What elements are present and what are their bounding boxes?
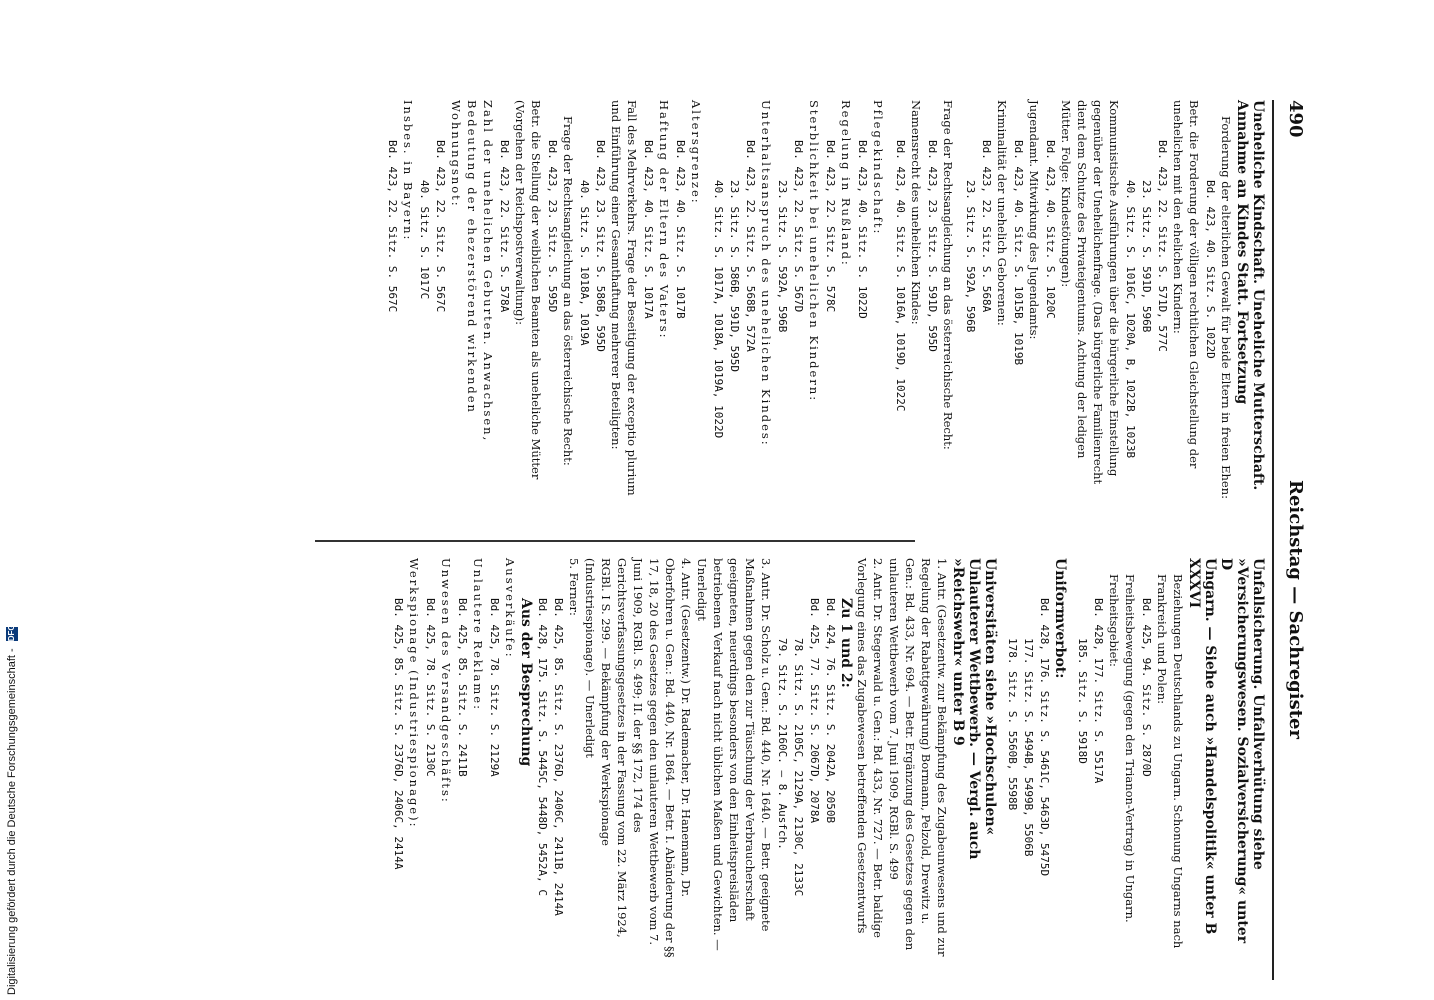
index-entry: 23. Sitz. S. 591D, 596B: [1140, 180, 1153, 333]
index-entry: Bd. 423, 40. Sitz. S. 1017A: [642, 140, 655, 319]
digitization-credit: [6, 624, 18, 995]
index-entry: Universitäten siehe »Hochschulen«: [982, 558, 998, 836]
index-entry: Bd. 423, 23. Sitz. S. 591D, 595D: [926, 140, 939, 352]
column-divider: [315, 540, 915, 542]
index-entry: Bd. 423, 22. Sitz. S. 567C: [386, 140, 399, 313]
index-entry: 40. Sitz. S. 1016C, 1020A, B, 1022B, 1023B: [1124, 180, 1137, 459]
index-entry: Bd. 423, 40. Sitz. S. 1015B, 1019B: [1012, 140, 1025, 366]
index-entry: Bd. 425, 85. Sitz. S. 2411B: [456, 598, 469, 777]
index-entry: Bd. 428, 175. Sitz. S. 5445C, 5448D, 5452A, C: [536, 598, 549, 897]
index-entry: Freiheitsbewegung (gegen den Trianon-Vertrag) in Ungarn. Freiheitsgebiet:: [1107, 574, 1137, 923]
index-entry: Aus der Besprechung: [518, 598, 534, 767]
index-entry: Regelung in Rußland:: [839, 100, 853, 267]
index-entry: Haftung der Eltern des Vaters:: [657, 100, 671, 340]
index-entry: Sterblichkeit bei unehelichen Kindern:: [807, 100, 821, 403]
index-entry: Betr. die Stellung der weiblichen Beamten als uneheliche Mütter (Vorgehen der Reichspostverwaltung):: [513, 100, 543, 480]
index-entry: Bd. 423, 22. Sitz. S. 578C: [824, 140, 837, 313]
index-entry: 23. Sitz. S. 586B, 591D, 595D: [728, 180, 741, 373]
index-entry: Unterhaltsanspruch des unehelichen Kindes:: [759, 100, 773, 447]
index-entry: Bd. 423, 40. Sitz. S. 1020C: [1044, 140, 1057, 319]
index-entry: Bd. 425, 78. Sitz. S. 2130C: [424, 598, 437, 777]
index-entry: 185. Sitz. S. 5918D: [1076, 638, 1089, 764]
index-entry: Bd. 423, 22. Sitz. S. 568A: [980, 140, 993, 313]
index-entry: Namensrecht des unehelichen Kindes:: [909, 100, 923, 325]
index-entry: Fall des Mehrverkehrs. Frage der Beseitigung der exceptio plurium und Einführung einer Gesamthaftung mehrerer Beteiligten:: [609, 100, 639, 496]
index-entry: 2. Antr. Dr. Stegerwald u. Gen.: Bd. 433, Nr. 727. — Betr. baldige Vorlegung eines das Zugabewesen betreffenden Gesetzentwurfs: [855, 558, 885, 938]
index-entry: Betr. die Forderung der völligen rechtlichen Gleichstellung der unehelichen mit den ehelichen Kindern:: [1171, 100, 1201, 469]
index-entry: 5. Ferner:: [567, 558, 581, 616]
index-entry: Bd. 423, 22. Sitz. S. 567D: [792, 140, 805, 313]
index-entry: 23. Sitz. S. 592A, 596B: [964, 180, 977, 333]
index-entry: Bd. 423, 40. Sitz. S. 1017B: [674, 140, 687, 319]
index-entry: 78. Sitz. S. 2105C, 2129A, 2130C, 2133C: [792, 638, 805, 897]
index-entry: 23. Sitz. S. 592A, 596B: [776, 180, 789, 333]
index-entry: 79. Sitz. S. 2160C. — 8. Ausfch.: [776, 638, 789, 850]
index-entry: Bd. 423, 22. Sitz. S. 568B, 572A: [744, 140, 757, 352]
index-entry: Ausverkäufe:: [503, 558, 517, 659]
index-entry: Bd. 423, 23. Sitz. S. 595D: [546, 140, 559, 313]
index-entry: Bd. 425, 94. Sitz. S. 2870D: [1140, 598, 1153, 777]
index-entry: Altersgrenze:: [689, 100, 703, 205]
page-title: Reichstag — Sachregister: [1285, 480, 1306, 739]
credit-text: Digitalisierung gefördert durch die Deutsche Forschungsgemeinschaft -: [6, 648, 18, 995]
index-entry: Bd. 425, 85. Sitz. S. 2376D, 2406C, 2414A: [392, 598, 405, 870]
index-entry: Bd. 423, 40. Sitz. S. 1022D: [1204, 180, 1217, 359]
index-entry: Bd. 423, 22. Sitz. S. 571D, 577C: [1156, 140, 1169, 352]
index-entry: Ungarn. — Siehe auch »Handelspolitik« unter B XXXVI: [1186, 558, 1218, 935]
header-rule: [1272, 100, 1274, 980]
index-entry: Uniformverbot:: [1052, 558, 1068, 679]
index-entry: Bd. 428, 176. Sitz. S. 5461C, 5463D, 5475D: [1038, 598, 1051, 877]
index-entry: 3. Antr. Dr. Scholz u. Gen.: Bd. 440, Nr. 1640. — Betr. geeignete Maßnahmen gegen den zur Täuschung der Verbraucherschaft geeigneten, neuerdings besonders von den Einheitspreisläden betriebenen Verkauf nach nicht üblichen Maßen und Gewichten. — Unerledigt: [695, 558, 773, 951]
index-entry: Bd. 423, 23. Sitz. S. 586B, 595D: [594, 140, 607, 352]
index-entry: Pflegekindschaft:: [871, 100, 885, 236]
index-entry: 177. Sitz. S. 5494B, 5499B, 5506B: [1022, 638, 1035, 857]
index-entry: 40. Sitz. S. 1017A, 1018A, 1019A, 1022D: [712, 180, 725, 439]
index-entry: Unwesen des Versandgeschäfts:: [439, 558, 453, 804]
index-entry: Bd. 423, 40. Sitz. S. 1022D: [856, 140, 869, 319]
index-entry: Unfallsicherung. Unfallverhütung siehe »Versicherungswesen. Sozialversicherung« unter D: [1218, 558, 1266, 944]
index-entry: Unlauterer Wettbewerb. — Vergl. auch »Reichswehr« unter B 9: [950, 558, 982, 860]
index-entry: Frage der Rechtsangleichung an das österreichische Recht:: [561, 116, 575, 466]
index-entry: Bd. 425, 85. Sitz. S. 2376D, 2406C, 2411B, 2414A: [552, 598, 565, 916]
index-entry: 1. Antr. (Gesetzentw. zur Bekämpfung des Zugabeunwesens und zur Regelung der Rabattgewährung) Bormann, Pelzold, Drewitz u. Gen.: Bd. 433, Nr. 694. — Betr. Ergänzung des Gesetzes gegen den unlauteren Wettbewerb vom 7. Juni 1909, RGBl. S. 499: [887, 558, 949, 957]
index-entry: Unlautere Reklame:: [471, 558, 485, 711]
index-entry: Bd. 425, 78. Sitz. S. 2129A: [488, 598, 501, 777]
index-entry: Kommunistische Ausführungen über die bürgerliche Einstellung gegenüber der Unehelichenfrage. (Das bürgerliche Familienrecht dient dem Schutze des Privateigentums. Achtung der ledigen Mütter. Folge: Kindestötungen):: [1059, 100, 1121, 485]
index-entry: Kriminalität der unehelich Geborenen:: [995, 100, 1009, 326]
index-entry: Bd. 423, 40. Sitz. S. 1016A, 1019D, 1022C: [894, 140, 907, 412]
index-entry: Uneheliche Kindschaft. Uneheliche Mutterschaft. Annahme an Kindes Statt. Fortsetzung: [1234, 100, 1266, 491]
index-entry: Jugendamt. Mitwirkung des Jugendamts:: [1027, 100, 1041, 340]
index-entry: Insbes. in Bayern:: [401, 100, 415, 242]
index-entry: Werkspionage (Industriespionage):: [407, 558, 421, 829]
index-entry: Beziehungen Deutschlands zu Ungarn. Schonung Ungarns nach Frankreich und Polen:: [1155, 574, 1185, 949]
index-entry: 4. Antr. (Gesetzentw.) Dr. Rademacher, Dr. Hanemann, Dr. Oberfohren u. Gen.: Bd. 440, Nr. 1864. — Betr. I. Abänderung der §§ 17, 18, 20 des Gesetzes gegen den unlauteren Wettbewerb vom 7. Juni 1909, RGBl. S. 499; II. der §§ 172, 174 des Gerichtsverfassungsgesetzes in der Fassung vom 22. März 1924, RGBl. I S. 299. — Bekämpfung der Werkspionage (Industriespionage). — Unerledigt: [583, 558, 693, 958]
index-entry: Bd. 425, 77. Sitz. S. 2067D, 2078A: [808, 598, 821, 824]
index-entry: Bd. 423, 22. Sitz. S. 578A: [498, 140, 511, 313]
left-column: [384, 100, 1266, 500]
index-entry: 40. Sitz. S. 1018A, 1019A: [578, 180, 591, 346]
running-header: [1276, 100, 1310, 980]
index-entry: Bd. 428, 177. Sitz. S. 5517A: [1092, 598, 1105, 784]
index-entry: 40. Sitz. S. 1017C: [418, 180, 431, 300]
index-entry: Zu 1 und 2:: [838, 598, 854, 688]
index-entry: Frage der Rechtsangleichung an das österreichische Recht:: [941, 100, 955, 450]
rotated-page-content: [130, 100, 1310, 980]
index-entry: Bd. 423, 22. Sitz. S. 567C: [434, 140, 447, 313]
dfg-logo: DFG: [7, 624, 17, 642]
right-column: [390, 558, 1266, 958]
index-entry: 178. Sitz. S. 5560B, 5598B: [1006, 638, 1019, 811]
index-entry: Forderung der elterlichen Gewalt für beide Eltern in freien Ehen:: [1219, 116, 1233, 499]
index-entry: Zahl der unehelichen Geburten. Anwachsen, Bedeutung der ehezerstörend wirkenden Wohnungsnot:: [449, 100, 495, 443]
index-entry: Bd. 424, 76. Sitz. S. 2042A, 2050B: [824, 598, 837, 824]
page-number: 490: [1285, 100, 1306, 138]
